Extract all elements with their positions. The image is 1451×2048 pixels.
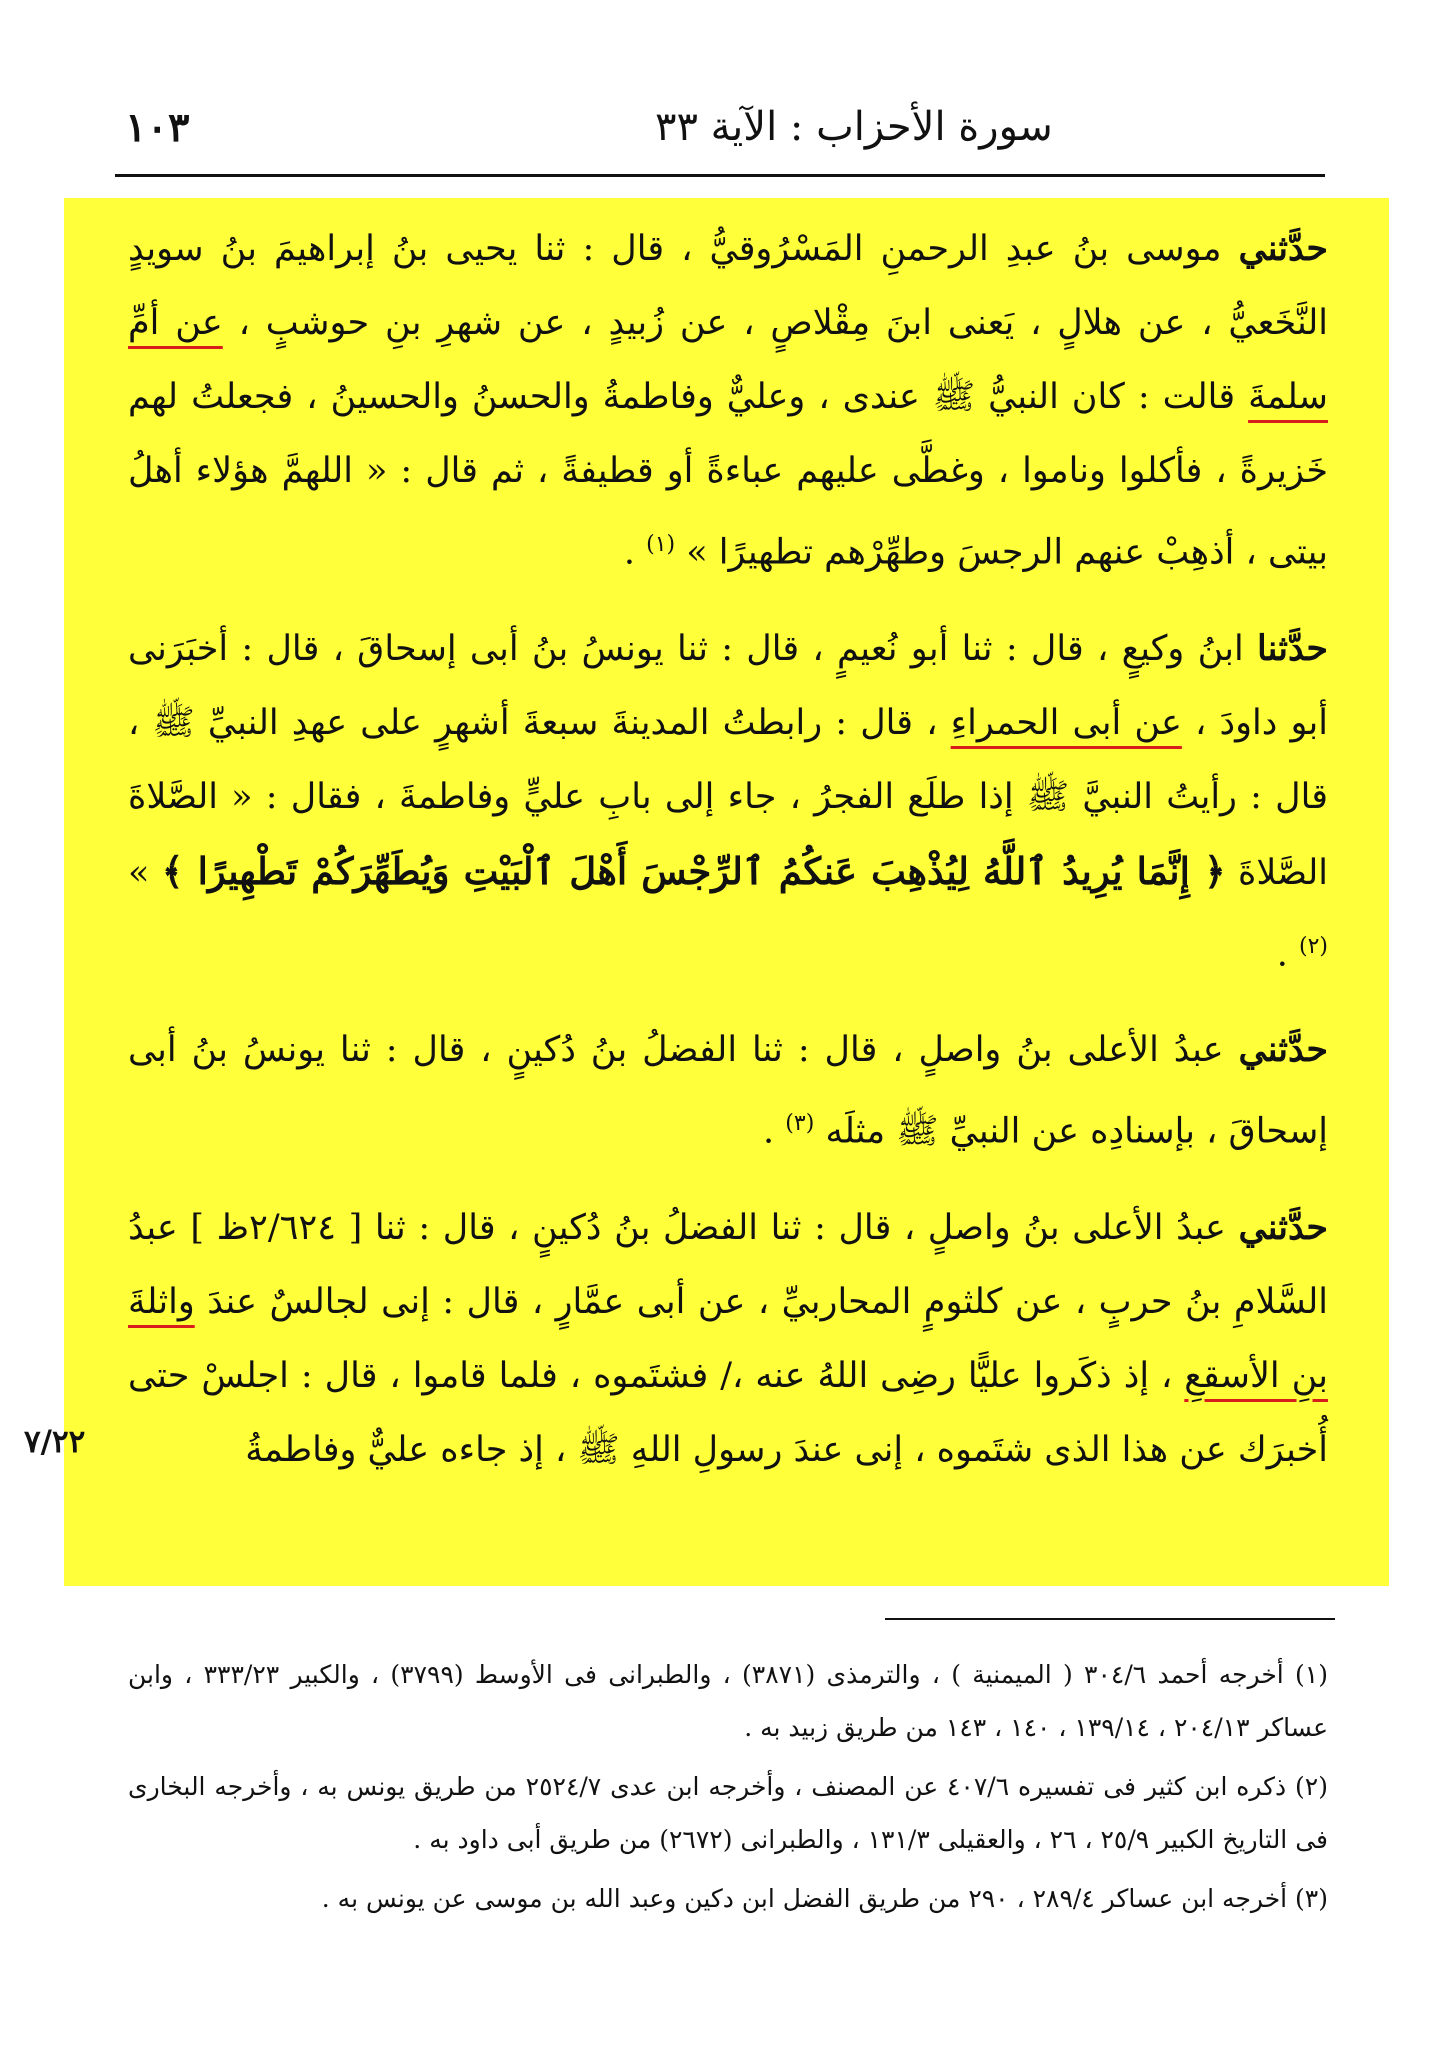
footnote-reference: (١) [646, 532, 676, 557]
page-number: ١٠٣ [125, 104, 190, 151]
paragraph-lead: حدَّثنا [1257, 627, 1328, 669]
quran-verse: ﴿ إِنَّمَا يُرِيدُ ٱللَّهُ لِيُذْهِبَ عَنكُمُ ٱلرِّجْسَ أَهْلَ ٱلْبَيْتِ وَيُطَهِّرَكُمْ تَطْهِيرًا ﴾ [161, 848, 1226, 893]
hadith-paragraph-4 [128, 1191, 1328, 1487]
footnote-3: (٣) أخرجه ابن عساكر ٢٨٩/٤ ، ٢٩٠ من طريق الفضل ابن دكين وعبد الله بن موسى عن يونس به . [321, 1884, 1328, 1913]
text-segment: » [128, 852, 150, 893]
footnote-reference: (٣) [785, 1111, 815, 1137]
footnotes [128, 1648, 1328, 1931]
text-segment: . [623, 532, 635, 573]
footnote-2: (٢) ذكره ابن كثير فى تفسيره ٤٠٧/٦ عن المصنف ، وأخرجه ابن عدى ٢٥٢٤/٧ من طريق يونس به ، وأخرجه البخارى فى التاريخ الكبير ٢٥/٩ ، ٢٦ ، والعقيلى ١٣١/٣ ، والطبرانى (٢٦٧٢) من طريق أبى داود به . [128, 1772, 1328, 1854]
text-segment: . [1276, 934, 1288, 975]
hadith-paragraph-1 [128, 212, 1328, 590]
footnote-divider [885, 1618, 1335, 1620]
text-segment: . [763, 1111, 775, 1152]
underlined-narrator: واثلةَ بنِ الأسقعِ [128, 1281, 1328, 1396]
text-segment: قالت : كان النبيُّ ﷺ عندى ، وعليٌّ وفاطمةُ والحسنُ والحسينُ ، فجعلتُ لهم خَزيرةً ، فأكلوا وناموا ، وغطَّى عليهم عباءةً أو قطيفةً ، ثم قال : « اللهمَّ هؤلاء أهلُ بيتى ، أذهِبْ عنهم الرجسَ وطهِّرْهم تطهيرًا » [128, 377, 1328, 573]
text-segment: ، إذ ذكَروا عليًّا رضِى اللهُ عنه ،/ فشتَموه ، فلما قاموا ، قال : اجلسْ حتى أُخبرَك عن هذا الذى شتَموه ، إنى عندَ رسولِ اللهِ ﷺ ، إذ جاءه عليٌّ وفاطمةُ [128, 1355, 1328, 1470]
text-segment: عبدُ الأعلى بنُ واصلٍ ، قال : ثنا الفضلُ بنُ دُكينٍ ، قال : ثنا [ ٢/٦٢٤ظ ] عبدُ السَّلامِ بنُ حربٍ ، عن كلثومٍ المحاربيِّ ، عن أبى عمَّارٍ ، قال : إنى لجالسٌ عندَ [128, 1207, 1328, 1322]
hadith-paragraph-2 [128, 612, 1328, 992]
underlined-narrator: عن أمِّ سلمةَ [128, 303, 1328, 417]
underlined-narrator: عن أبى الحمراءِ [950, 702, 1182, 743]
page-header [115, 96, 1325, 177]
text-segment: موسى بنُ عبدِ الرحمنِ المَسْرُوقيُّ ، قال : ثنا يحيى بنُ إبراهيمَ بنُ سويدٍ النَّخَعيُّ ، عن هلالٍ ، يَعنى ابنَ مِقْلاصٍ ، عن زُبيدٍ ، عن شهرِ بنِ حوشبٍ ، [128, 229, 1329, 343]
footnote-1: (١) أخرجه أحمد ٣٠٤/٦ ( الميمنية ) ، والترمذى (٣٨٧١) ، والطبرانى فى الأوسط (٣٧٩٩) ، والكبير ٣٣٣/٢٣ ، وابن عساكر ٢٠٤/١٣ ، ١٣٩/١٤ ، ١٤٠ ، ١٤٣ من طريق زبيد به . [128, 1660, 1328, 1742]
paragraph-lead: حدَّثني [1238, 228, 1328, 269]
margin-volume-marker: ٧/٢٢ [24, 1424, 86, 1460]
text-segment: ابنُ وكيعٍ ، قال : ثنا أبو نُعيمٍ ، قال : ثنا يونسُ بنُ أبى إسحاقَ ، قال : أخبَرَنى أبو داودَ ، [128, 628, 1328, 743]
text-segment: عبدُ الأعلى بنُ واصلٍ ، قال : ثنا الفضلُ بنُ دُكينٍ ، قال : ثنا يونسُ بنُ أبى إسحاقَ ، بإسنادِه عن النبيِّ ﷺ مثلَه [128, 1030, 1328, 1152]
main-text [128, 212, 1328, 1509]
text-segment: ، قال : رابطتُ المدينةَ سبعةَ أشهرٍ على عهدِ النبيِّ ﷺ ، قال : رأيتُ النبيَّ ﷺ إذا طلَع الفجرُ ، جاء إلى بابِ عليٍّ وفاطمةَ ، فقال : « الصَّلاةَ الصَّلاةَ [128, 702, 1328, 893]
paragraph-lead: حدَّثني [1238, 1029, 1328, 1071]
footnote-reference: (٢) [1298, 933, 1328, 959]
hadith-paragraph-3 [128, 1013, 1328, 1169]
running-title: سورة الأحزاب : الآية ٣٣ [655, 104, 1053, 150]
paragraph-lead: حدَّثني [1238, 1206, 1329, 1248]
